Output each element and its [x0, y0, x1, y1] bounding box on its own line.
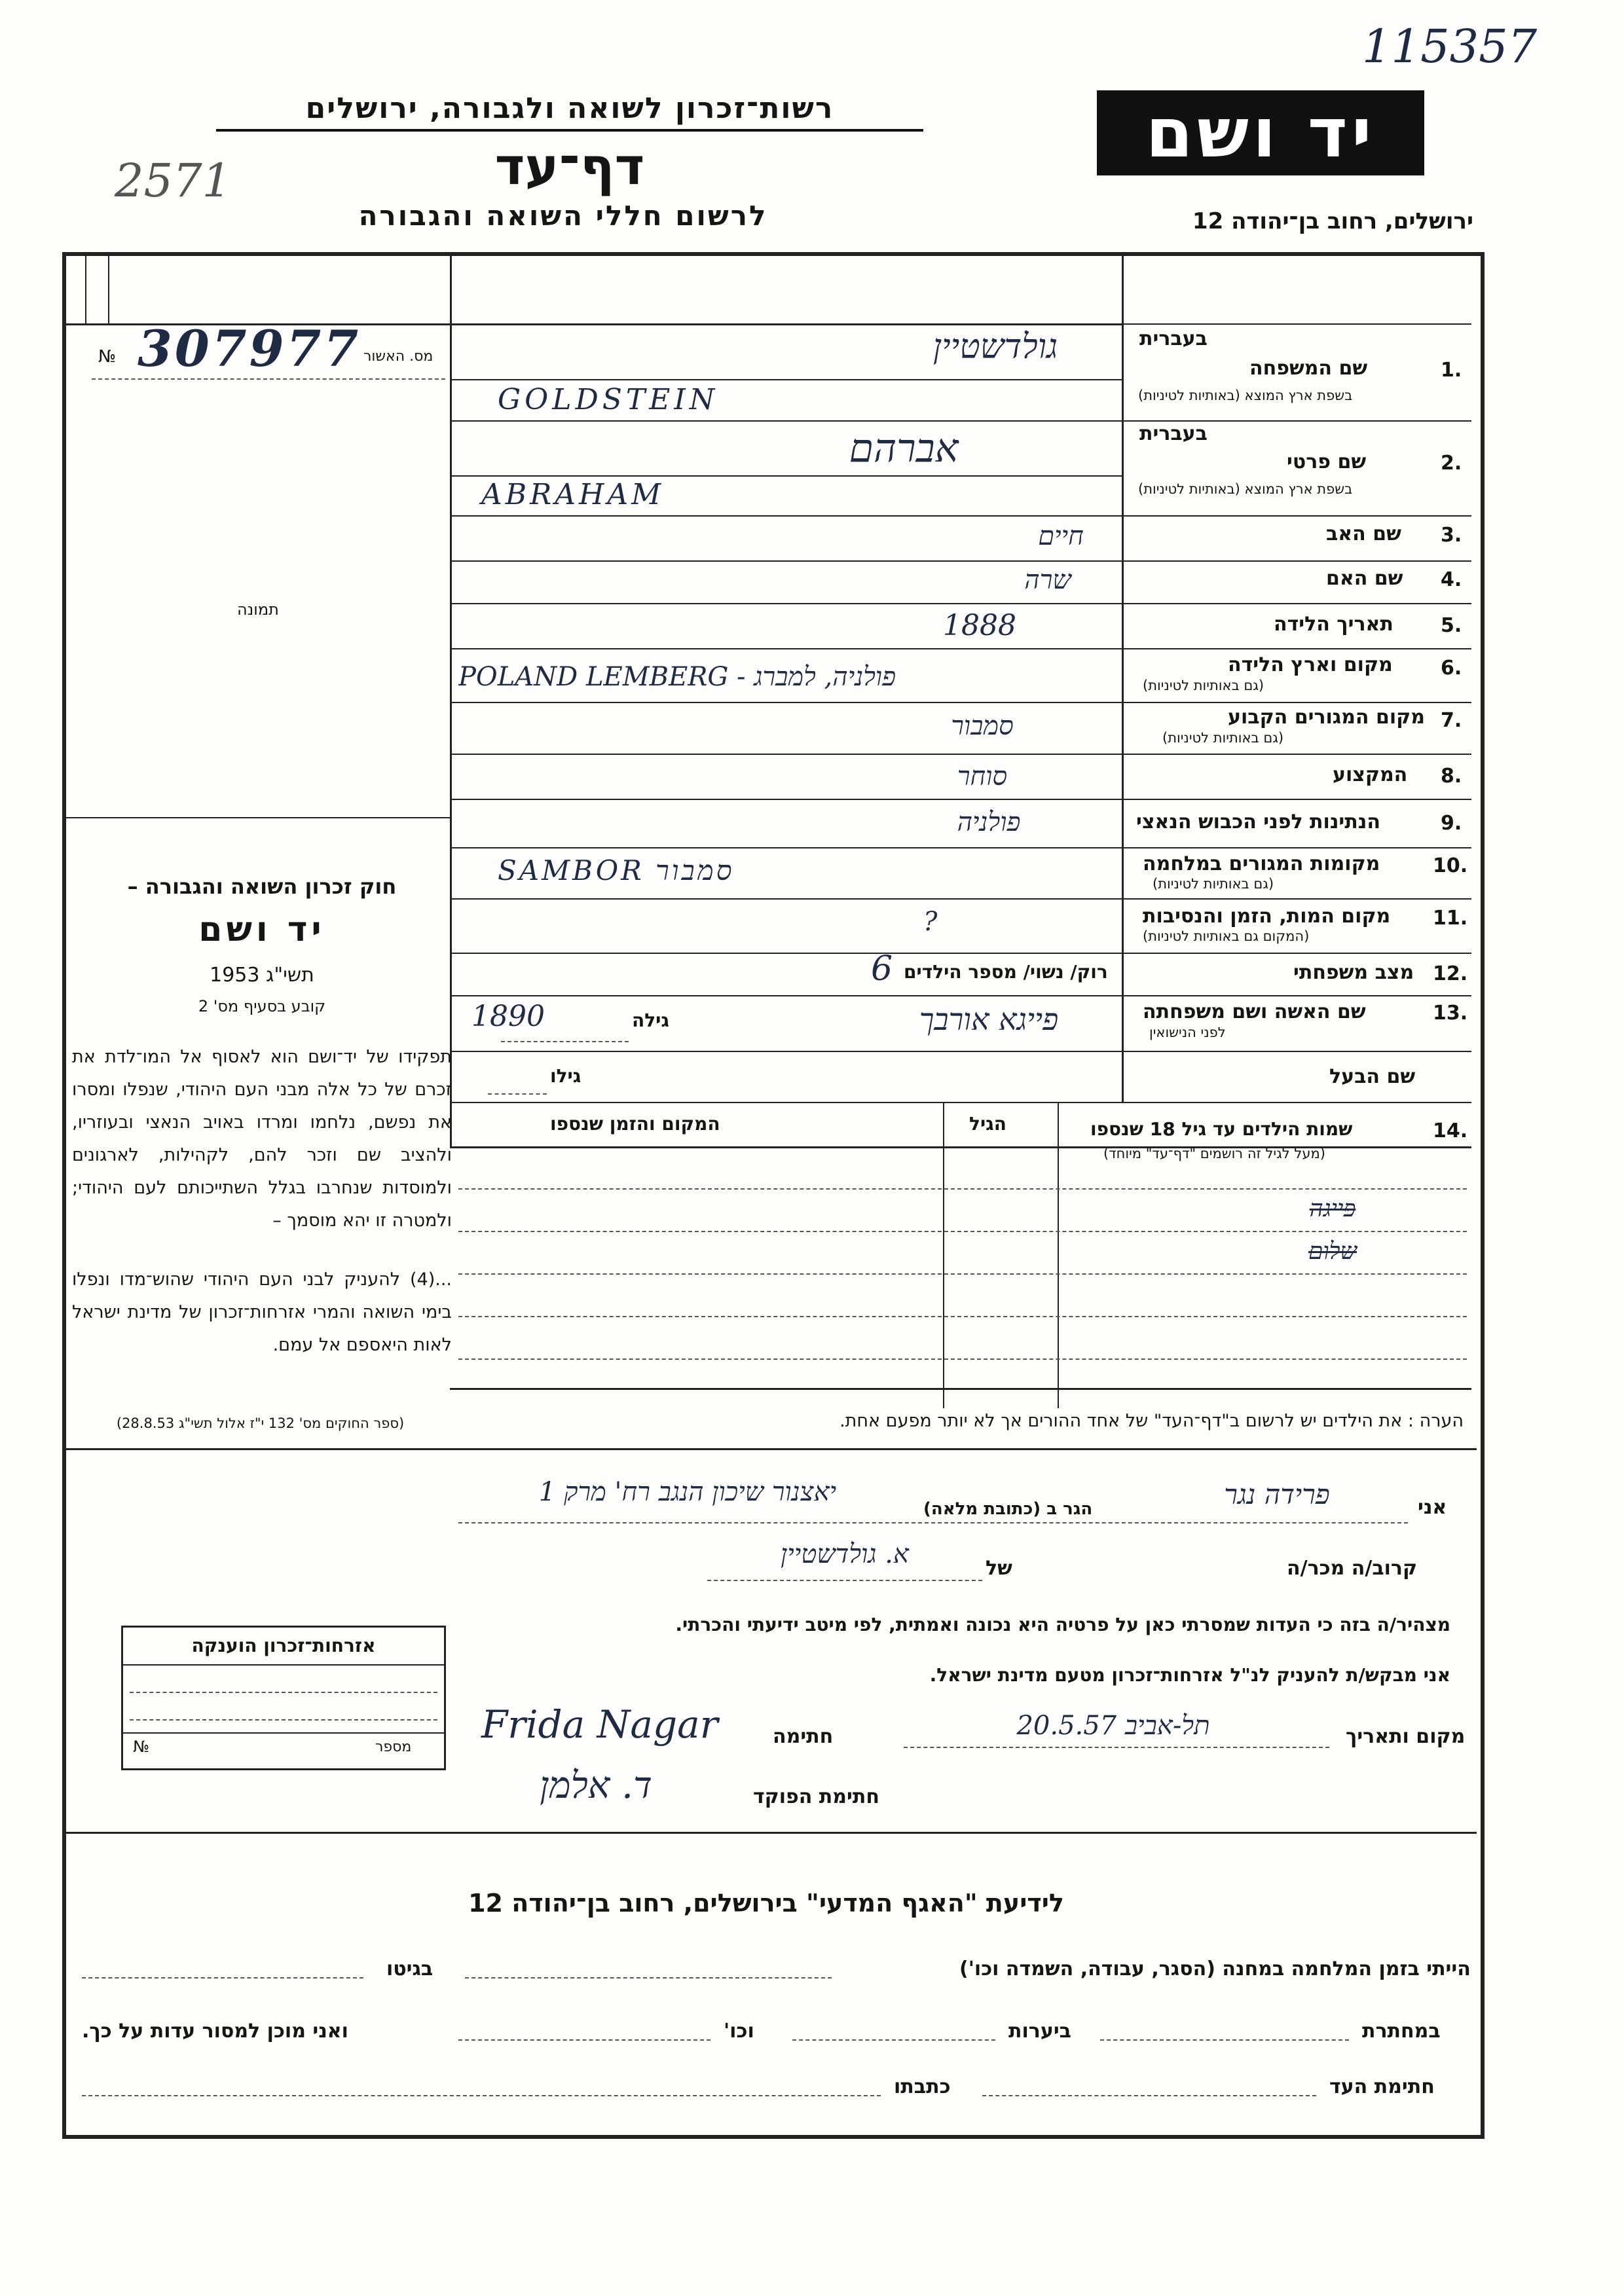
f7-label: מקום המגורים הקבוע — [1228, 706, 1425, 729]
child-row-2: שלום — [1308, 1238, 1357, 1265]
f14-label: שמות הילדים עד גיל 18 שנספו — [1090, 1118, 1353, 1140]
f13-age-value: 1890 — [471, 1000, 545, 1033]
form-title: דף־עד — [494, 137, 645, 196]
f7-note: (גם באותיות לטיניות) — [1162, 730, 1284, 746]
f7-value: סמבור — [951, 711, 1014, 741]
f12-num: 12. — [1433, 962, 1468, 985]
declarant-name: פרידה נגר — [1224, 1478, 1330, 1510]
of-label: של — [986, 1557, 1012, 1580]
law-year: תשי"ג 1953 — [210, 964, 314, 987]
f7-num: 7. — [1441, 709, 1462, 732]
f2-latin-note: בשפת ארץ המוצא (באותיות לטיניות) — [1138, 481, 1353, 497]
f9-label: הנתינות לפני הכבוש הנאצי — [1136, 811, 1380, 833]
f5-label: תאריך הלידה — [1274, 613, 1393, 636]
f2-label: שם פרטי — [1287, 450, 1367, 473]
f9-num: 9. — [1441, 812, 1462, 835]
f5-num: 5. — [1441, 614, 1462, 637]
f2-hebrew-value: אברהם — [849, 426, 959, 471]
husband-age-label: גילו — [550, 1065, 581, 1087]
f13-note: לפני הנישואין — [1149, 1025, 1226, 1040]
signature-label: חתימה — [773, 1725, 834, 1748]
place-date-label: מקום ותאריך — [1346, 1725, 1466, 1748]
left-column-divider — [450, 256, 452, 1146]
bottom-line3-address: כתבתו — [894, 2075, 951, 2098]
law-clause: קובע בסעיף מס' 2 — [198, 997, 326, 1015]
form-subtitle: לרשום חללי השואה והגבורה — [358, 200, 768, 232]
declaration-request: אני מבקש/ת להעניק לנ"ל אזרחות־זכרון מטעם מדינת ישראל. — [929, 1664, 1450, 1686]
husband-label: שם הבעל — [1329, 1065, 1416, 1088]
official-label: חתימת הפוקד — [753, 1785, 879, 1808]
hebrew-label-1: בעברית — [1139, 327, 1208, 350]
law-paragraph-1: תפקידו של יד־ושם הוא לאסוף אל המו־לדת את זכרם של כל אלה מבני העם היהודי, שנפלו ומסרו את נפשם, נלחמו ומרדו באויב הנאצי ובעוזריו, ולהציב שם וזכר להם, לקהילות, לארגונים ולמוסדות שנחרבו בגלל השתייכותם לעם היהודי; ולמטרה זו יהא מוסמך – — [72, 1047, 452, 1231]
f10-num: 10. — [1433, 854, 1468, 877]
address: ירושלים, רחוב בן־יהודה 12 — [1192, 208, 1473, 234]
f6-value: POLAND LEMBERG - פולניה, למברג — [458, 662, 896, 692]
relative-label: קרוב/ה מכר/ה — [1287, 1557, 1418, 1580]
f13-num: 13. — [1433, 1002, 1468, 1025]
address-value: יאצנור שיכון הנגב רח' מרק 1 — [538, 1477, 837, 1507]
f11-label: מקום המות, הזמן והנסיבות — [1143, 905, 1391, 928]
f4-num: 4. — [1441, 568, 1462, 591]
certificate-number: 307977 — [138, 319, 361, 378]
label-column-divider — [1122, 256, 1124, 1102]
relative-of: א. גולדשטיין — [781, 1539, 909, 1569]
bottom-line1-ghetto: בגיטו — [386, 1958, 434, 1980]
note-line: הערה : את הילדים יש לרשום ב"דף־העד" של אחד ההורים אך לא יותר מפעם אחת. — [840, 1411, 1464, 1431]
law-reference: (ספר החוקים מס' 132 י"ז אלול תשי"ג 28.8.53) — [116, 1415, 405, 1431]
f8-label: המקצוע — [1333, 763, 1408, 786]
f1-hebrew-value: גולדשטיין — [932, 327, 1058, 367]
f12-label: מצב משפחתי — [1293, 961, 1414, 984]
f13-label: שם האשה ושם משפחתה — [1143, 1000, 1366, 1023]
f3-label: שם האב — [1326, 522, 1401, 545]
f12-value: 6 — [871, 949, 893, 989]
yad-vashem-logo: יד ושם — [1097, 90, 1424, 175]
resides-label: הגר ב (כתובת מלאה) — [923, 1499, 1093, 1519]
certificate-no-symbol: № — [98, 347, 117, 367]
citizenship-no-symbol: № — [133, 1738, 149, 1756]
archive-number: 115357 — [1362, 20, 1538, 73]
f6-num: 6. — [1441, 657, 1462, 680]
bottom-title: לידיעת "האגף המדעי" בירושלים, רחוב בן־יהודה 12 — [468, 1889, 1064, 1918]
f11-num: 11. — [1433, 907, 1468, 930]
f13-age-label: גילה — [632, 1010, 669, 1031]
bottom-line2-underground: במחתרת — [1362, 2020, 1441, 2043]
certificate-label: מס. האשור — [363, 348, 434, 365]
f2-num: 2. — [1441, 452, 1462, 475]
page-number: 2571 — [115, 154, 232, 208]
law-title: חוק זכרון השואה והגבורה – — [127, 874, 397, 899]
f1-latin-note: בשפת ארץ המוצא (באותיות לטיניות) — [1138, 388, 1353, 403]
f11-note: (המקום גם באותיות לטיניות) — [1143, 928, 1310, 944]
f8-num: 8. — [1441, 765, 1462, 788]
bottom-line1-camp: הייתי בזמן המלחמה במחנה (הסגר, עבודה, השמדה וכו') — [959, 1958, 1471, 1980]
f3-value: חיים — [1038, 521, 1084, 551]
official-signature: ד. אלמן — [540, 1764, 652, 1807]
f11-value: ? — [923, 907, 938, 937]
bottom-line2-etc: וכו' — [724, 2020, 754, 2043]
signature-value: Frida Nagar — [481, 1702, 718, 1747]
f9-value: פולניה — [957, 807, 1021, 837]
declaration-statement: מצהיר/ה בזה כי העדות שמסרתי כאן על פרטיה היא נכונה ואמתית, לפי מיטב ידיעתי והכרתי. — [675, 1614, 1450, 1635]
f14-col-place: המקום והזמן שנספו — [550, 1113, 720, 1135]
law-paragraph-2: ...(4) להעניק לבני העם היהודי שהוש־מדו ונפלו בימי השואה והמרי אזרחות־זכרון של מדינת ישראל לאות היאספם אל עמם. — [72, 1269, 452, 1355]
child-row-1: פייגה — [1309, 1195, 1356, 1222]
f14-num: 14. — [1433, 1120, 1468, 1142]
f1-num: 1. — [1441, 359, 1462, 382]
ani-label: אני — [1418, 1496, 1447, 1519]
f1-latin-value: GOLDSTEIN — [498, 383, 719, 416]
f6-note: (גם באותיות לטיניות) — [1143, 678, 1264, 693]
place-date-value: תל-אביב 20.5.57 — [1016, 1711, 1210, 1741]
bottom-line3-signature: חתימת העד — [1329, 2075, 1435, 2098]
citizenship-box — [121, 1626, 446, 1770]
f10-label: מקומות המגורים במלחמה — [1143, 852, 1380, 875]
hebrew-label-2: בעברית — [1139, 422, 1208, 445]
f5-value: 1888 — [943, 609, 1016, 642]
f4-label: שם האם — [1326, 567, 1403, 590]
citizenship-number-label: מספר — [375, 1739, 412, 1755]
bottom-line2-willing: ואני מוכן למסור עדות על כך. — [82, 2020, 348, 2043]
f2-latin-value: ABRAHAM — [481, 478, 665, 511]
photo-label: תמונה — [237, 600, 279, 619]
citizenship-box-title: אזרחות־זכרון הוענקה — [123, 1628, 444, 1666]
f12-inline-label: רוק/ נשוי/ מספר הילדים — [904, 961, 1108, 983]
bottom-line2-forests: ביערות — [1008, 2020, 1071, 2043]
f10-value: SAMBOR סמבור — [498, 854, 735, 886]
f4-value: שרה — [1024, 565, 1071, 595]
f8-value: סוחר — [957, 761, 1008, 792]
law-name: יד ושם — [198, 910, 325, 949]
f6-label: מקום וארץ הלידה — [1228, 653, 1393, 676]
f14-note: (מעל לגיל זה רושמים "דף־עד" מיוחד) — [1103, 1146, 1325, 1161]
f1-label: שם המשפחה — [1249, 357, 1368, 380]
f13-value: פייגא אורבך — [919, 1002, 1059, 1037]
institution-header: רשות־זכרון לשואה ולגבורה, ירושלים — [216, 92, 923, 132]
f3-num: 3. — [1441, 524, 1462, 547]
f14-col-age: הגיל — [969, 1113, 1006, 1135]
f10-note: (גם באותיות לטיניות) — [1153, 876, 1274, 892]
